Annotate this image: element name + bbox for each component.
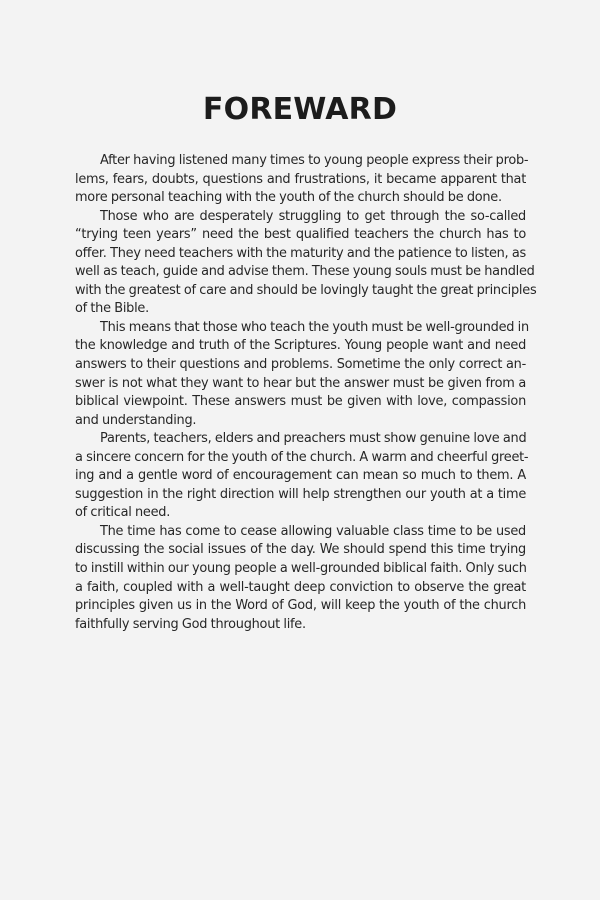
- text-line: to instill within our young people a well-grounded biblical faith. Only such: [75, 561, 527, 577]
- text-line: faithfully serving God throughout life.: [75, 616, 306, 632]
- text-line: biblical viewpoint. These answers must be given with love, compassion: [75, 394, 526, 410]
- text-line: The time has come to cease allowing valuable class time to be used: [100, 523, 526, 539]
- paragraph: [75, 523, 526, 634]
- text-line: offer. They need teachers with the maturity and the patience to listen, as: [75, 245, 526, 261]
- text-line: more personal teaching with the youth of the church should be done.: [75, 190, 502, 206]
- paragraph: [75, 208, 537, 319]
- text-line: principles given us in the Word of God, will keep the youth of the church: [75, 598, 526, 614]
- text-line: “trying teen years” need the best qualified teachers the church has to: [75, 227, 526, 243]
- text-line: ing and a gentle word of encouragement can mean so much to them. A: [75, 468, 526, 484]
- text-line: discussing the social issues of the day. We should spend this time trying: [75, 542, 526, 558]
- text-line: Parents, teachers, elders and preachers must show genuine love and: [100, 431, 527, 447]
- text-line: suggestion in the right direction will help strengthen our youth at a time: [75, 486, 526, 502]
- text-line: the knowledge and truth of the Scriptures. Young people want and need: [75, 338, 526, 354]
- text-line: and understanding.: [75, 412, 197, 428]
- text-line: After having listened many times to young people express their prob-: [100, 153, 529, 168]
- text-line: lems, fears, doubts, questions and frustrations, it became apparent that: [75, 171, 526, 187]
- text-line: swer is not what they want to hear but the answer must be given from a: [75, 375, 526, 391]
- text-line: This means that those who teach the youth must be well-grounded in: [100, 319, 529, 335]
- text-line: of the Bible.: [75, 301, 149, 317]
- text-line: Those who are desperately struggling to get through the so-called: [100, 208, 526, 224]
- text-line: with the greatest of care and should be lovingly taught the great principles: [75, 282, 537, 298]
- page-title: FOREWARD: [202, 92, 398, 127]
- text-line: of critical need.: [75, 505, 171, 521]
- text-line: well as teach, guide and advise them. These young souls must be handled: [75, 264, 535, 280]
- paragraph: [75, 430, 529, 523]
- foreword-body: [75, 152, 537, 634]
- text-line: a sincere concern for the youth of the church. A warm and cheerful greet-: [75, 449, 529, 465]
- paragraph: [75, 319, 529, 430]
- text-line: a faith, coupled with a well-taught deep conviction to observe the great: [75, 579, 526, 595]
- text-line: answers to their questions and problems. Sometime the only correct an-: [75, 357, 526, 373]
- paragraph: [75, 152, 529, 208]
